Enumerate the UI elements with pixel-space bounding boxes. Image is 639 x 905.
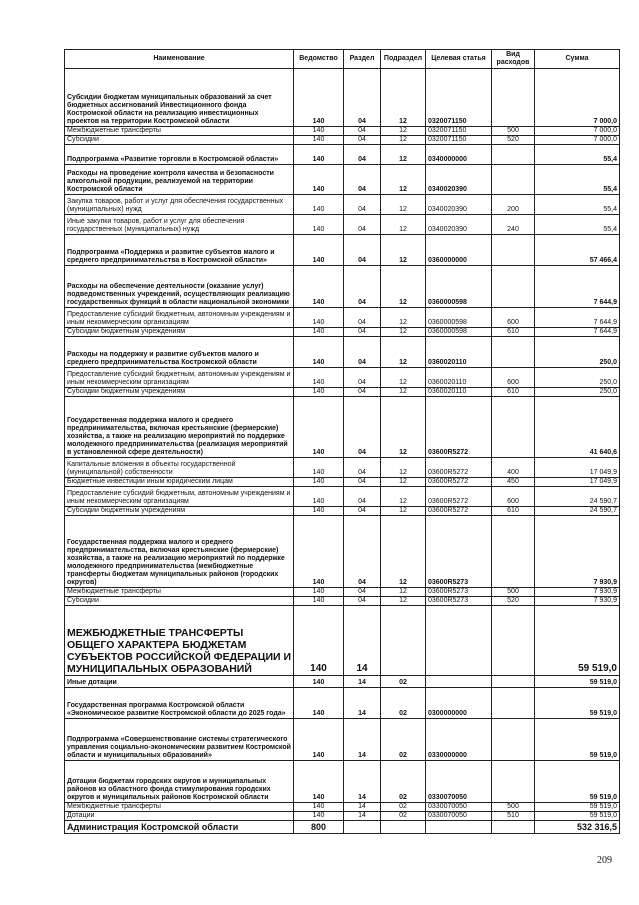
cell-summa: 59 519,0 <box>535 719 620 761</box>
table-row <box>65 397 620 458</box>
cell-razdel: 04 <box>344 478 381 487</box>
cell-name: Государственная поддержка малого и среднего предпринимательства, включая крестьянские (фермерские) хозяйства, а также на реализацию мероприятий по поддержке молодежного предпринимательства (межбюджетные трансферты бюджетам муниципальных районов (городских округов) <box>65 516 294 588</box>
cell-razdel: 04 <box>344 458 381 478</box>
cell-name: МЕЖБЮДЖЕТНЫЕ ТРАНСФЕРТЫ ОБЩЕГО ХАРАКТЕРА БЮДЖЕТАМ СУБЪЕКТОВ РОССИЙСКОЙ ФЕДЕРАЦИИ И МУНИЦИПАЛЬНЫХ ОБРАЗОВАНИЙ <box>65 606 294 676</box>
cell-statya: 0300000000 <box>426 688 492 719</box>
table-row <box>65 487 620 507</box>
cell-statya <box>426 606 492 676</box>
cell-summa: 59 519,0 <box>535 803 620 812</box>
cell-vedomstvo: 140 <box>294 215 344 235</box>
cell-name: Субсидии бюджетным учреждениям <box>65 507 294 516</box>
cell-name: Предоставление субсидий бюджетным, автономным учреждениям и иным некоммерческим организациям <box>65 308 294 328</box>
cell-vid: 200 <box>492 195 535 215</box>
cell-vedomstvo: 140 <box>294 388 344 397</box>
cell-statya: 03600R5273 <box>426 588 492 597</box>
table-header-row <box>65 50 620 69</box>
cell-podrazdel: 12 <box>381 165 426 195</box>
cell-summa: 17 049,9 <box>535 478 620 487</box>
cell-vedomstvo: 140 <box>294 588 344 597</box>
cell-podrazdel: 02 <box>381 688 426 719</box>
cell-podrazdel: 12 <box>381 195 426 215</box>
table-row <box>65 165 620 195</box>
cell-summa: 7 000,0 <box>535 127 620 136</box>
cell-summa: 59 519,0 <box>535 688 620 719</box>
cell-podrazdel: 02 <box>381 812 426 821</box>
cell-vedomstvo: 140 <box>294 516 344 588</box>
cell-podrazdel: 12 <box>381 337 426 368</box>
cell-vedomstvo: 140 <box>294 328 344 337</box>
table-row <box>65 215 620 235</box>
cell-statya: 03600R5272 <box>426 478 492 487</box>
header-summa: Сумма <box>535 50 620 69</box>
header-statya: Целевая статья <box>426 50 492 69</box>
cell-summa: 250,0 <box>535 337 620 368</box>
table-row <box>65 328 620 337</box>
cell-razdel: 04 <box>344 337 381 368</box>
cell-statya: 0330070050 <box>426 812 492 821</box>
table-row <box>65 69 620 127</box>
cell-statya: 0360020110 <box>426 337 492 368</box>
cell-vid <box>492 69 535 127</box>
cell-vedomstvo: 140 <box>294 69 344 127</box>
cell-podrazdel: 12 <box>381 397 426 458</box>
cell-statya: 0330000000 <box>426 719 492 761</box>
cell-podrazdel: 12 <box>381 368 426 388</box>
cell-razdel: 14 <box>344 803 381 812</box>
table-row <box>65 368 620 388</box>
cell-name: Предоставление субсидий бюджетным, автономным учреждениям и иным некоммерческим организациям <box>65 487 294 507</box>
table-row <box>65 597 620 606</box>
cell-vedomstvo: 800 <box>294 821 344 834</box>
table-row <box>65 337 620 368</box>
cell-name: Бюджетные инвестиции иным юридическим лицам <box>65 478 294 487</box>
cell-summa: 17 049,9 <box>535 458 620 478</box>
cell-name: Субсидии бюджетным учреждениям <box>65 388 294 397</box>
cell-vid: 510 <box>492 812 535 821</box>
cell-vid <box>492 397 535 458</box>
cell-summa: 55,4 <box>535 215 620 235</box>
cell-vedomstvo: 140 <box>294 458 344 478</box>
cell-name: Расходы на поддержку и развитие субъектов малого и среднего предпринимательства Костромской области <box>65 337 294 368</box>
cell-name: Субсидии <box>65 597 294 606</box>
cell-vid: 500 <box>492 803 535 812</box>
cell-vedomstvo: 140 <box>294 368 344 388</box>
cell-razdel: 14 <box>344 688 381 719</box>
cell-vedomstvo: 140 <box>294 397 344 458</box>
cell-statya: 0330070050 <box>426 803 492 812</box>
cell-summa: 250,0 <box>535 388 620 397</box>
cell-vedomstvo: 140 <box>294 606 344 676</box>
page-number: 209 <box>597 855 612 866</box>
cell-vid: 600 <box>492 308 535 328</box>
cell-razdel: 04 <box>344 507 381 516</box>
header-vedomstvo: Ведомство <box>294 50 344 69</box>
cell-vid: 520 <box>492 136 535 145</box>
cell-razdel: 04 <box>344 516 381 588</box>
cell-statya: 0360000000 <box>426 235 492 266</box>
cell-razdel: 04 <box>344 136 381 145</box>
cell-name: Иные дотации <box>65 676 294 688</box>
cell-podrazdel: 02 <box>381 719 426 761</box>
cell-summa: 41 640,6 <box>535 397 620 458</box>
cell-vedomstvo: 140 <box>294 195 344 215</box>
cell-name: Администрация Костромской области <box>65 821 294 834</box>
cell-statya: 03600R5273 <box>426 597 492 606</box>
cell-name: Субсидии бюджетным учреждениям <box>65 328 294 337</box>
cell-vedomstvo: 140 <box>294 136 344 145</box>
cell-statya: 0360000598 <box>426 308 492 328</box>
cell-vedomstvo: 140 <box>294 507 344 516</box>
cell-vid <box>492 606 535 676</box>
cell-vid: 610 <box>492 507 535 516</box>
cell-name: Расходы на обеспечение деятельности (оказание услуг) подведомственных учреждений, осуществляющих реализацию государственных функций в области национальной экономики <box>65 266 294 308</box>
cell-vedomstvo: 140 <box>294 719 344 761</box>
cell-razdel: 14 <box>344 719 381 761</box>
cell-podrazdel: 02 <box>381 676 426 688</box>
cell-vid: 520 <box>492 597 535 606</box>
cell-vid: 500 <box>492 588 535 597</box>
cell-vedomstvo: 140 <box>294 235 344 266</box>
cell-vid: 600 <box>492 368 535 388</box>
cell-razdel: 04 <box>344 145 381 165</box>
cell-name: Дотации бюджетам городских округов и муниципальных районов из областного фонда стимулирования городских округов и муниципальных районов Костромской области <box>65 761 294 803</box>
cell-vid: 610 <box>492 328 535 337</box>
cell-summa: 59 519,0 <box>535 812 620 821</box>
cell-vedomstvo: 140 <box>294 803 344 812</box>
cell-vedomstvo: 140 <box>294 487 344 507</box>
table-row <box>65 821 620 834</box>
cell-summa: 7 000,0 <box>535 136 620 145</box>
cell-vid <box>492 688 535 719</box>
cell-vid <box>492 821 535 834</box>
cell-vedomstvo: 140 <box>294 308 344 328</box>
cell-podrazdel: 12 <box>381 145 426 165</box>
cell-vedomstvo: 140 <box>294 337 344 368</box>
cell-podrazdel: 12 <box>381 487 426 507</box>
cell-name: Межбюджетные трансферты <box>65 127 294 136</box>
cell-razdel: 04 <box>344 235 381 266</box>
cell-razdel: 04 <box>344 308 381 328</box>
cell-summa: 7 930,9 <box>535 516 620 588</box>
cell-razdel: 04 <box>344 597 381 606</box>
cell-razdel: 04 <box>344 215 381 235</box>
cell-podrazdel: 12 <box>381 458 426 478</box>
cell-podrazdel: 12 <box>381 136 426 145</box>
cell-razdel: 04 <box>344 69 381 127</box>
cell-podrazdel: 12 <box>381 215 426 235</box>
cell-vid: 450 <box>492 478 535 487</box>
cell-vid <box>492 761 535 803</box>
table-row <box>65 136 620 145</box>
cell-vid: 500 <box>492 127 535 136</box>
cell-razdel: 04 <box>344 588 381 597</box>
cell-statya: 03600R5273 <box>426 516 492 588</box>
cell-podrazdel: 12 <box>381 507 426 516</box>
cell-podrazdel: 12 <box>381 266 426 308</box>
header-vid: Вид расходов <box>492 50 535 69</box>
table-row <box>65 388 620 397</box>
cell-podrazdel <box>381 821 426 834</box>
cell-statya: 0360020110 <box>426 368 492 388</box>
cell-razdel: 14 <box>344 761 381 803</box>
cell-podrazdel: 12 <box>381 388 426 397</box>
cell-name: Капитальные вложения в объекты государственной (муниципальной) собственности <box>65 458 294 478</box>
cell-statya: 0340000000 <box>426 145 492 165</box>
cell-vedomstvo: 140 <box>294 812 344 821</box>
cell-vid <box>492 337 535 368</box>
header-name: Наименование <box>65 50 294 69</box>
cell-statya: 0320071150 <box>426 69 492 127</box>
cell-summa: 7 000,0 <box>535 69 620 127</box>
cell-podrazdel: 12 <box>381 516 426 588</box>
header-razdel: Раздел <box>344 50 381 69</box>
table-row <box>65 478 620 487</box>
table-row <box>65 235 620 266</box>
cell-razdel: 04 <box>344 165 381 195</box>
table-row <box>65 688 620 719</box>
cell-name: Дотации <box>65 812 294 821</box>
cell-razdel: 04 <box>344 397 381 458</box>
cell-vid <box>492 676 535 688</box>
cell-vid: 240 <box>492 215 535 235</box>
cell-razdel: 04 <box>344 368 381 388</box>
cell-statya: 0340020390 <box>426 215 492 235</box>
cell-summa: 59 519,0 <box>535 761 620 803</box>
cell-name: Иные закупки товаров, работ и услуг для обеспечения государственных (муниципальных) нужд <box>65 215 294 235</box>
cell-name: Межбюджетные трансферты <box>65 588 294 597</box>
cell-name: Субсидии <box>65 136 294 145</box>
table-row <box>65 145 620 165</box>
cell-podrazdel: 12 <box>381 597 426 606</box>
table-row <box>65 458 620 478</box>
table-row <box>65 507 620 516</box>
cell-razdel: 14 <box>344 606 381 676</box>
cell-summa: 250,0 <box>535 368 620 388</box>
cell-summa: 24 590,7 <box>535 507 620 516</box>
cell-statya: 03600R5272 <box>426 397 492 458</box>
cell-vid <box>492 145 535 165</box>
cell-name: Предоставление субсидий бюджетным, автономным учреждениям и иным некоммерческим организациям <box>65 368 294 388</box>
cell-vid <box>492 719 535 761</box>
cell-vid: 400 <box>492 458 535 478</box>
cell-statya <box>426 676 492 688</box>
cell-statya: 0340020390 <box>426 195 492 215</box>
cell-summa: 55,4 <box>535 145 620 165</box>
table-row <box>65 588 620 597</box>
cell-statya: 03600R5272 <box>426 507 492 516</box>
cell-podrazdel: 02 <box>381 761 426 803</box>
cell-summa: 57 466,4 <box>535 235 620 266</box>
cell-statya: 0360000598 <box>426 266 492 308</box>
cell-podrazdel: 12 <box>381 69 426 127</box>
cell-vedomstvo: 140 <box>294 145 344 165</box>
cell-razdel: 14 <box>344 812 381 821</box>
cell-razdel: 04 <box>344 328 381 337</box>
cell-podrazdel: 12 <box>381 127 426 136</box>
cell-razdel: 04 <box>344 127 381 136</box>
cell-summa: 7 644,9 <box>535 328 620 337</box>
cell-razdel: 04 <box>344 388 381 397</box>
cell-summa: 59 519,0 <box>535 676 620 688</box>
cell-name: Подпрограмма «Развитие торговли в Костромской области» <box>65 145 294 165</box>
cell-summa: 55,4 <box>535 195 620 215</box>
cell-name: Субсидии бюджетам муниципальных образований за счет бюджетных ассигнований Инвестиционного фонда Костромской области на реализацию инвестиционных проектов на территории Костромской области <box>65 69 294 127</box>
cell-vid <box>492 266 535 308</box>
table-row <box>65 676 620 688</box>
cell-name: Межбюджетные трансферты <box>65 803 294 812</box>
cell-podrazdel <box>381 606 426 676</box>
cell-vedomstvo: 140 <box>294 761 344 803</box>
cell-statya: 0360020110 <box>426 388 492 397</box>
table-row <box>65 812 620 821</box>
cell-vid <box>492 516 535 588</box>
cell-razdel: 04 <box>344 195 381 215</box>
cell-vedomstvo: 140 <box>294 676 344 688</box>
cell-podrazdel: 12 <box>381 235 426 266</box>
cell-statya: 0320071150 <box>426 127 492 136</box>
cell-razdel: 04 <box>344 266 381 308</box>
cell-podrazdel: 12 <box>381 308 426 328</box>
cell-summa: 532 316,5 <box>535 821 620 834</box>
cell-summa: 7 930,9 <box>535 588 620 597</box>
cell-vedomstvo: 140 <box>294 688 344 719</box>
cell-vid: 600 <box>492 487 535 507</box>
table-row <box>65 719 620 761</box>
cell-statya: 0320071150 <box>426 136 492 145</box>
cell-statya: 0340020390 <box>426 165 492 195</box>
cell-vedomstvo: 140 <box>294 597 344 606</box>
cell-summa: 7 644,9 <box>535 308 620 328</box>
cell-statya: 0330070050 <box>426 761 492 803</box>
cell-name: Государственная программа Костромской области «Экономическое развитие Костромской области до 2025 года» <box>65 688 294 719</box>
cell-summa: 55,4 <box>535 165 620 195</box>
table-row <box>65 606 620 676</box>
cell-statya <box>426 821 492 834</box>
cell-name: Расходы на проведение контроля качества и безопасности алкогольной продукции, реализуемой на территории Костромской области <box>65 165 294 195</box>
cell-statya: 03600R5272 <box>426 458 492 478</box>
cell-podrazdel: 12 <box>381 328 426 337</box>
cell-podrazdel: 12 <box>381 478 426 487</box>
table-row <box>65 127 620 136</box>
table-row <box>65 266 620 308</box>
table-row <box>65 803 620 812</box>
cell-podrazdel: 12 <box>381 588 426 597</box>
cell-summa: 7 644,9 <box>535 266 620 308</box>
cell-summa: 24 590,7 <box>535 487 620 507</box>
table-row <box>65 516 620 588</box>
table-row <box>65 308 620 328</box>
cell-vid: 610 <box>492 388 535 397</box>
cell-summa: 59 519,0 <box>535 606 620 676</box>
cell-name: Подпрограмма «Поддержка и развитие субъектов малого и среднего предпринимательства в Костромской области» <box>65 235 294 266</box>
cell-statya: 03600R5272 <box>426 487 492 507</box>
cell-vedomstvo: 140 <box>294 266 344 308</box>
cell-name: Закупка товаров, работ и услуг для обеспечения государственных (муниципальных) нужд <box>65 195 294 215</box>
cell-podrazdel: 02 <box>381 803 426 812</box>
cell-vedomstvo: 140 <box>294 478 344 487</box>
cell-vedomstvo: 140 <box>294 165 344 195</box>
cell-vedomstvo: 140 <box>294 127 344 136</box>
header-podrazdel: Подраздел <box>381 50 426 69</box>
cell-razdel <box>344 821 381 834</box>
cell-vid <box>492 235 535 266</box>
cell-razdel: 14 <box>344 676 381 688</box>
cell-razdel: 04 <box>344 487 381 507</box>
table-row <box>65 195 620 215</box>
cell-summa: 7 930,9 <box>535 597 620 606</box>
budget-table <box>64 49 620 834</box>
table-row <box>65 761 620 803</box>
cell-name: Государственная поддержка малого и среднего предпринимательства, включая крестьянские (фермерские) хозяйства, а также на реализацию мероприятий по поддержке молодежного предпринимательства (реализация мероприятий в установленной сфере деятельности) <box>65 397 294 458</box>
table-body <box>65 69 620 834</box>
cell-vid <box>492 165 535 195</box>
cell-statya: 0360000598 <box>426 328 492 337</box>
cell-name: Подпрограмма «Совершенствование системы стратегического управления социально-экономическим развитием Костромской области и муниципальных образований» <box>65 719 294 761</box>
